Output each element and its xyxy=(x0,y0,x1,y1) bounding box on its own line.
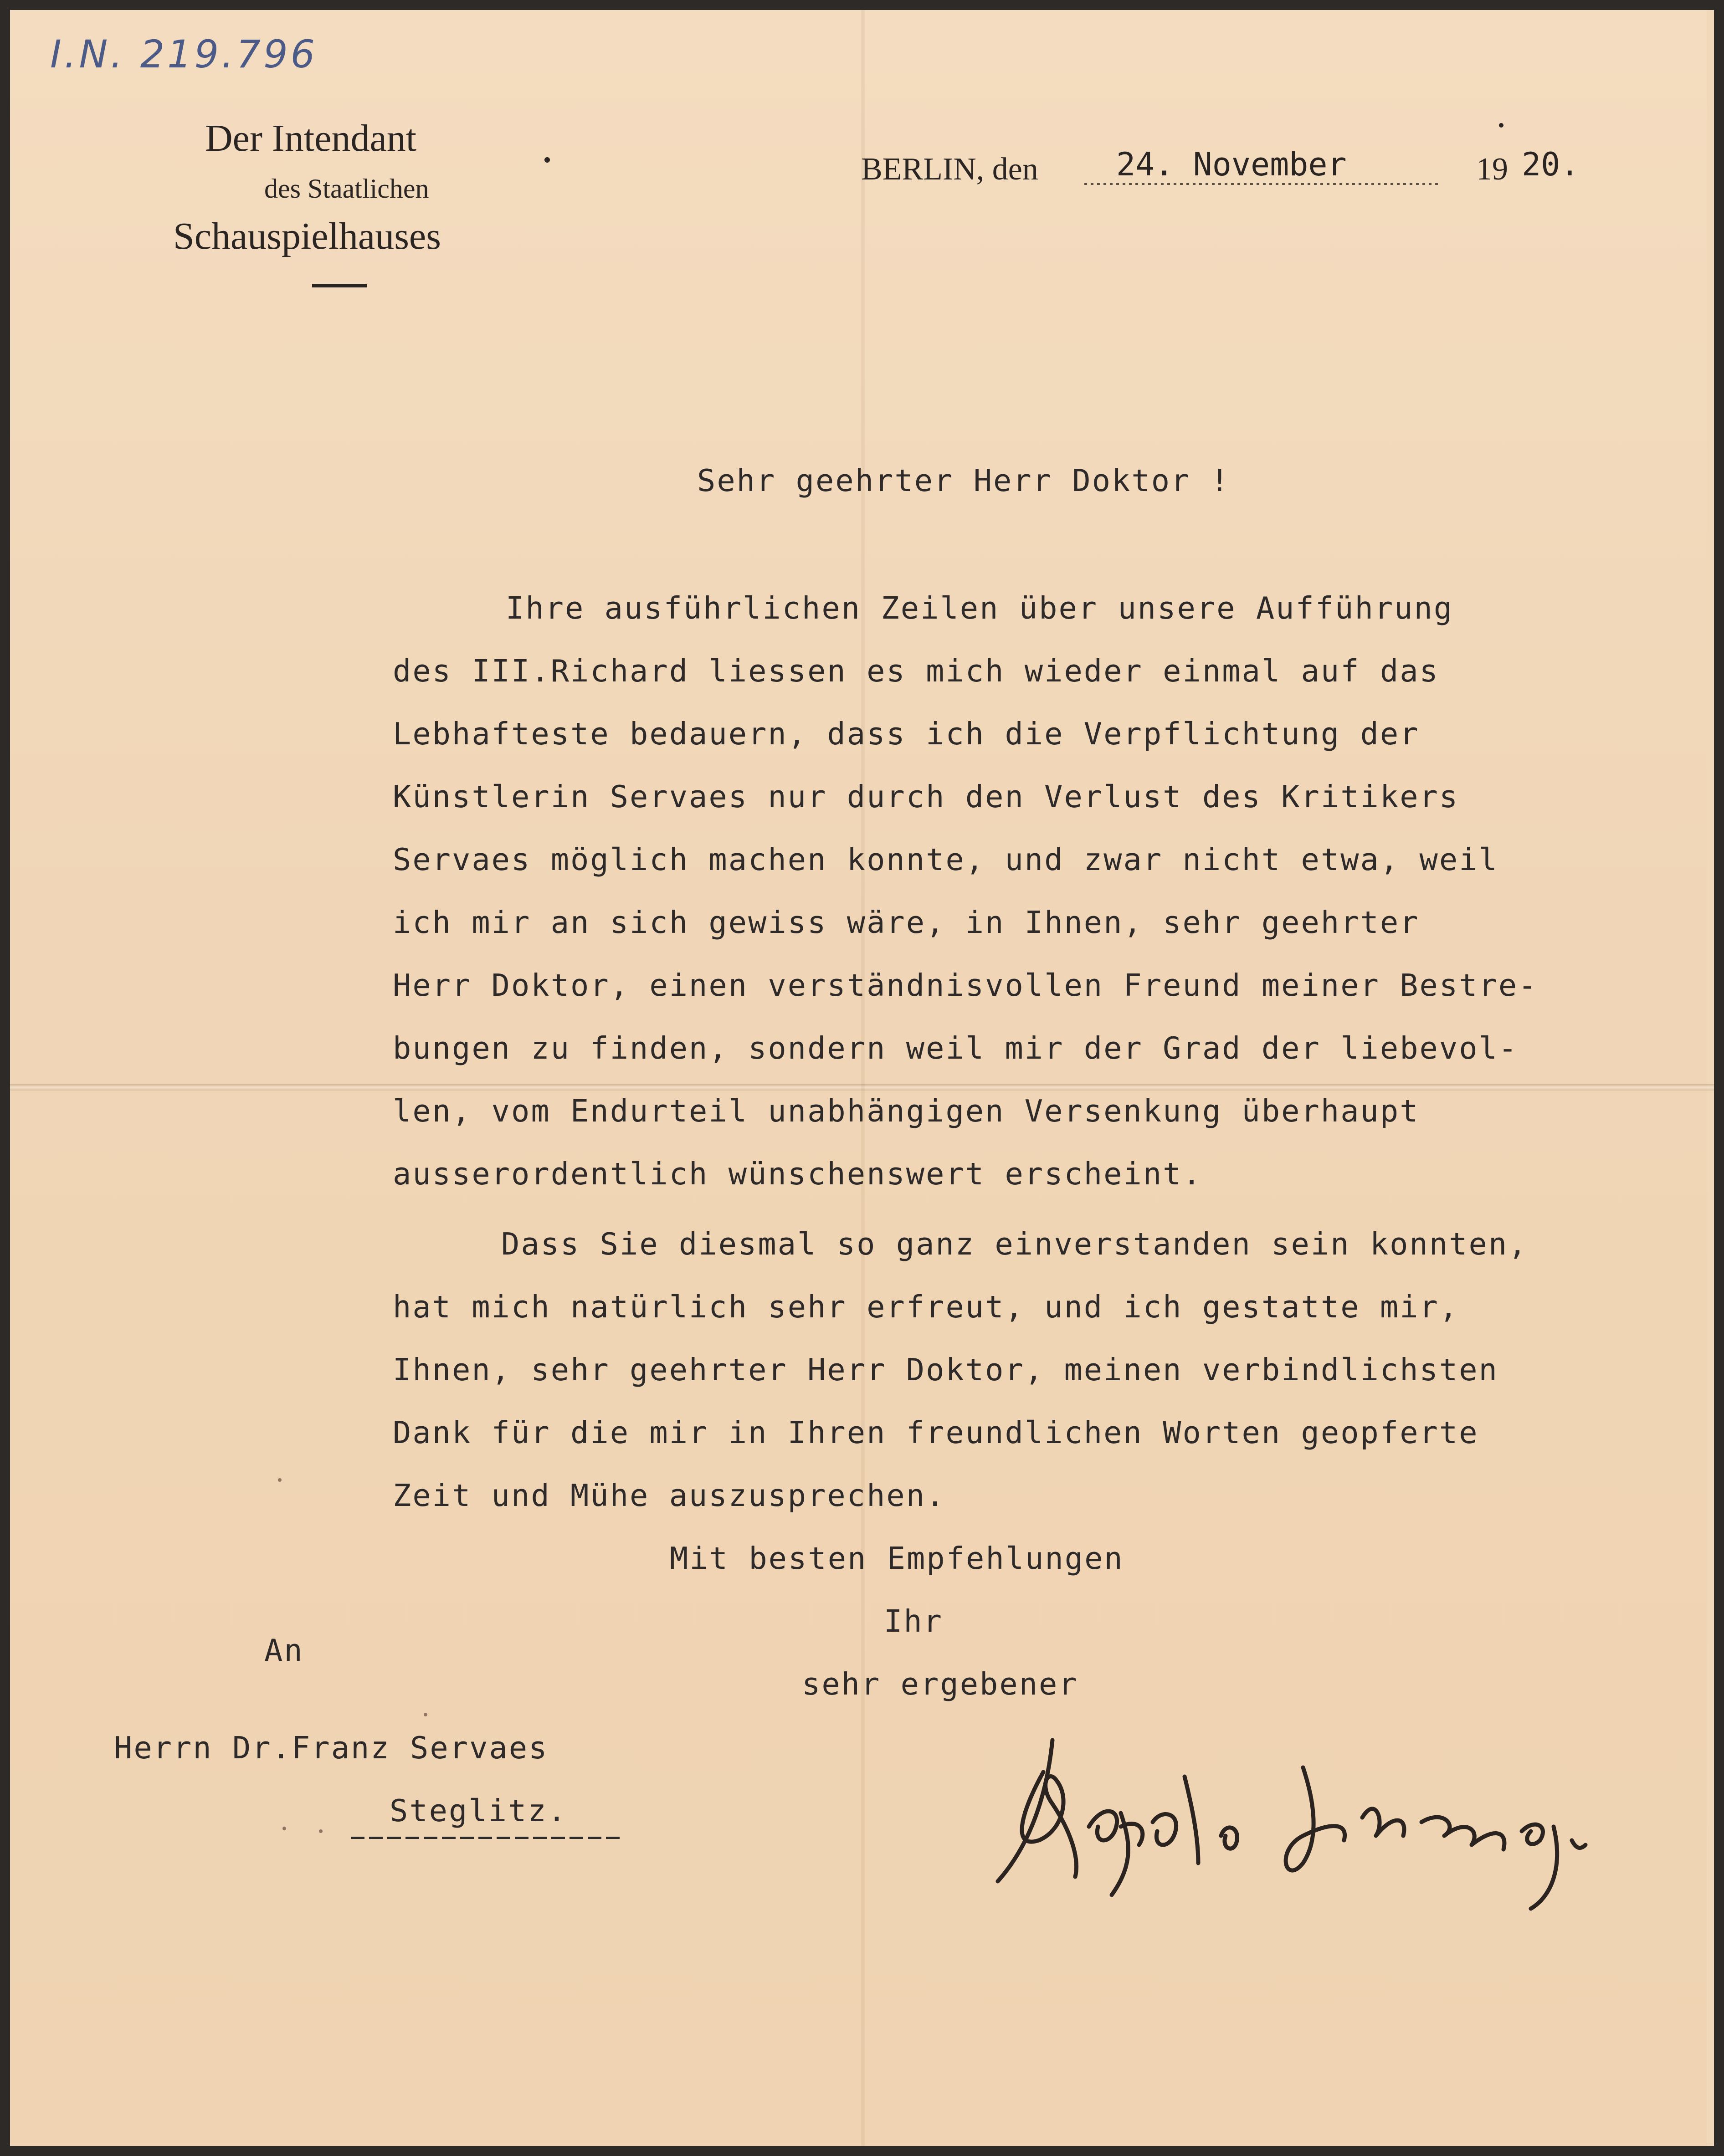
body-line: Dass Sie diesmal so ganz einverstanden sein konnten, xyxy=(501,1226,1528,1262)
body-line: ausserordentlich wünschenswert erscheint. xyxy=(393,1156,1202,1192)
body-line: Servaes möglich machen konnte, und zwar nicht etwa, weil xyxy=(393,842,1498,877)
body-line: hat mich natürlich sehr erfreut, und ich gestatte mir, xyxy=(393,1289,1459,1325)
paper-speck xyxy=(278,1478,282,1482)
salutation: Sehr geehrter Herr Doktor ! xyxy=(697,463,1231,498)
body-line: ich mir an sich gewiss wäre, in Ihnen, sehr geehrter xyxy=(393,905,1420,940)
letterhead xyxy=(173,116,510,307)
archive-number: I.N. 219.796 xyxy=(50,32,318,77)
body-line: Herr Doktor, einen verständnisvollen Freund meiner Bestre- xyxy=(393,968,1538,1003)
letterhead-rule xyxy=(312,284,367,287)
paper-speck xyxy=(319,1829,323,1833)
letterhead-title: Der Intendant xyxy=(205,117,417,159)
handwritten-signature xyxy=(984,1713,1668,1950)
body-line: des III.Richard liessen es mich wieder einmal auf das xyxy=(393,653,1439,689)
paper-speck xyxy=(424,1713,427,1716)
letterhead-subtitle: des Staatlichen xyxy=(264,174,429,204)
date-year-suffix: 20. xyxy=(1522,146,1580,183)
ink-dot xyxy=(1499,123,1503,128)
body-line: Dank für die mir in Ihren freundlichen Worten geopferte xyxy=(393,1415,1479,1450)
paper-speck xyxy=(282,1827,286,1830)
closing-regards: Mit besten Empfehlungen xyxy=(670,1541,1124,1576)
body-line: Ihnen, sehr geehrter Herr Doktor, meinen verbindlichsten xyxy=(393,1352,1498,1388)
body-line: len, vom Endurteil unabhängigen Versenkung überhaupt xyxy=(393,1093,1420,1129)
address-an: An xyxy=(264,1633,304,1668)
vertical-fold xyxy=(861,10,865,2146)
closing-ihr: Ihr xyxy=(884,1603,944,1639)
ink-dot xyxy=(544,157,550,163)
body-line: Lebhafteste bedauern, dass ich die Verpflichtung der xyxy=(393,716,1420,752)
address-city: Steglitz. xyxy=(390,1793,568,1828)
address-name: Herrn Dr.Franz Servaes xyxy=(114,1730,549,1766)
closing-ergebener: sehr ergebener xyxy=(802,1666,1078,1702)
address-underline xyxy=(351,1837,624,1839)
body-line: Zeit und Mühe auszusprechen. xyxy=(393,1478,946,1513)
date-day-month: 24. November xyxy=(1116,146,1347,183)
letterhead-institution: Schauspielhauses xyxy=(173,215,441,257)
date-place: BERLIN, den xyxy=(861,152,1038,187)
body-line: bungen zu finden, sondern weil mir der Grad der liebevol- xyxy=(393,1030,1519,1066)
body-line: Künstlerin Servaes nur durch den Verlust des Kritikers xyxy=(393,779,1459,814)
body-line: Ihre ausführlichen Zeilen über unsere Aufführung xyxy=(506,590,1454,626)
date-year-prefix: 19 xyxy=(1476,152,1508,187)
dateline xyxy=(861,146,1636,200)
